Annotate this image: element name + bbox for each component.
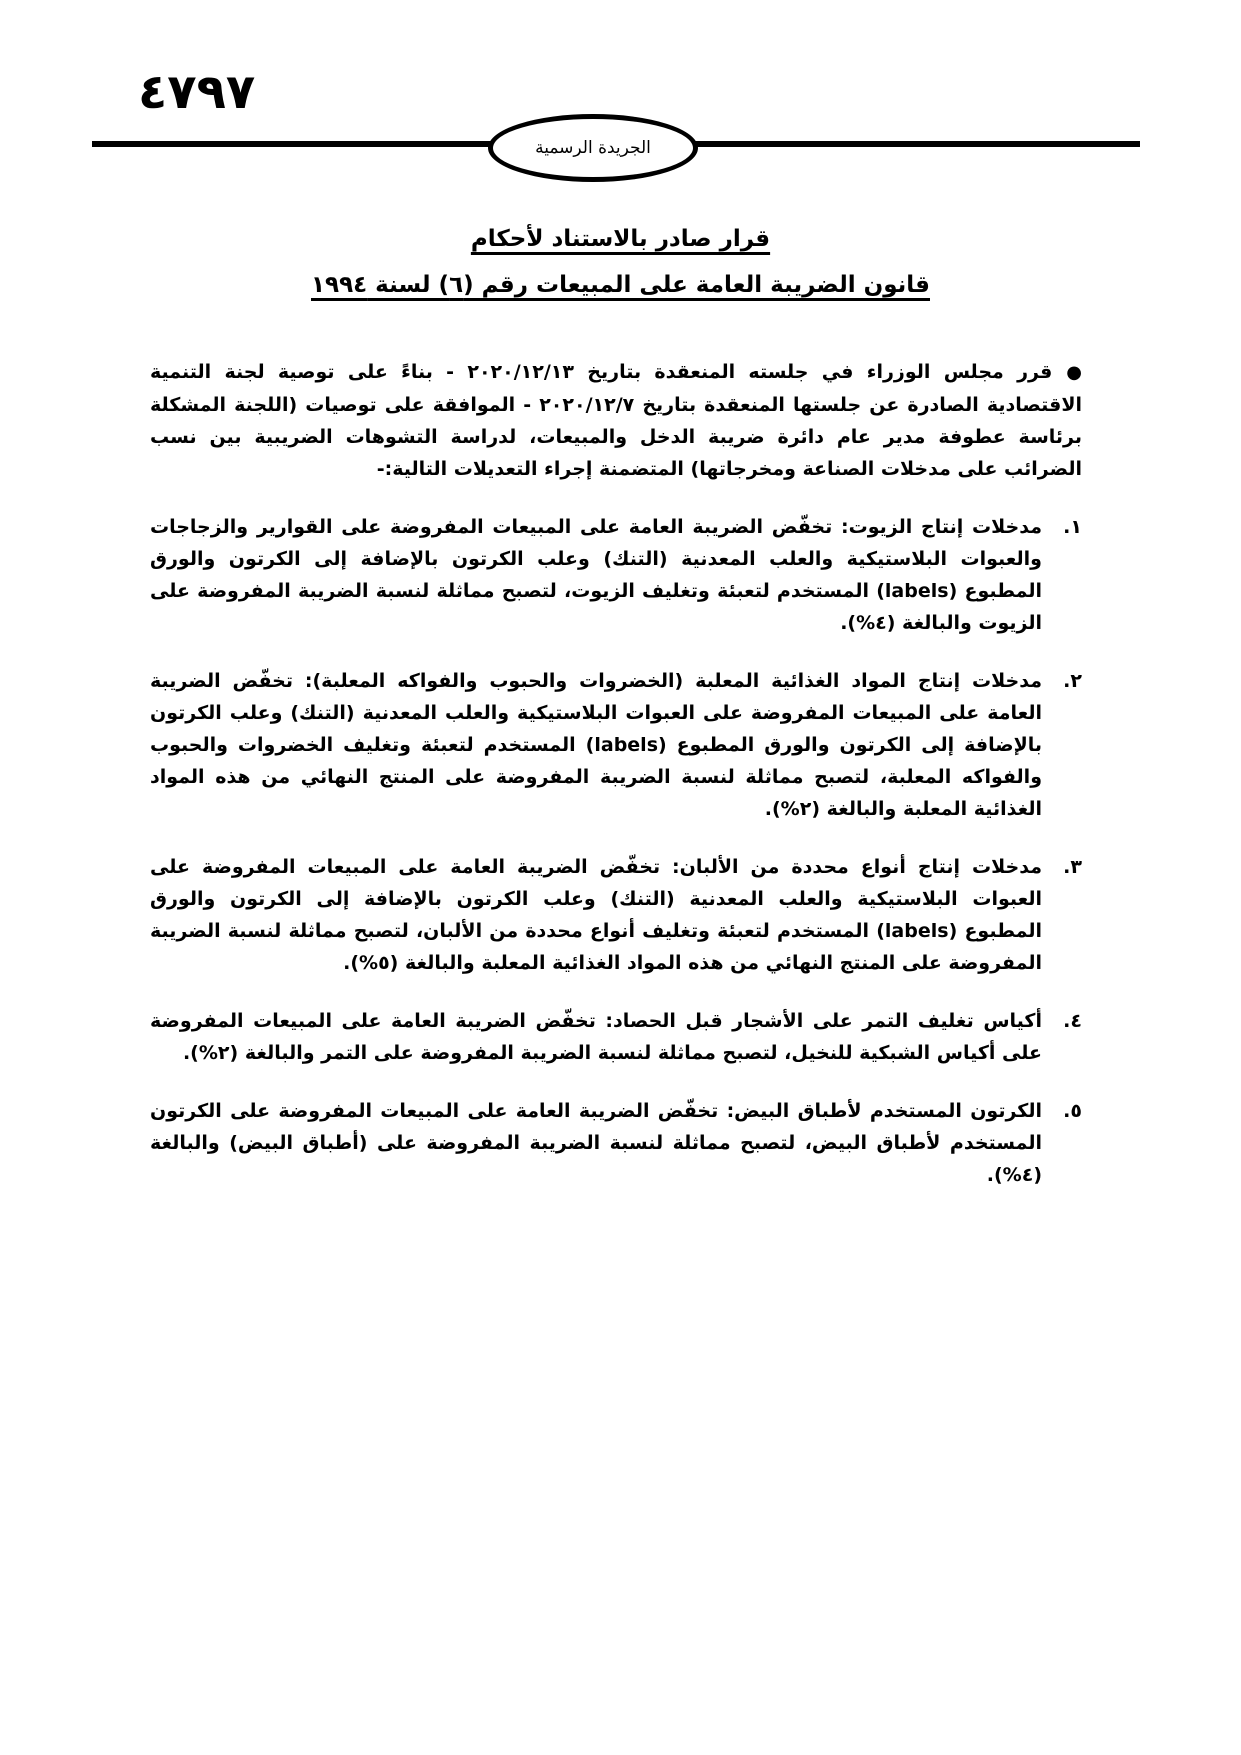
list-item	[150, 1095, 1082, 1191]
gazette-label: الجريدة الرسمية	[535, 138, 651, 158]
item-text: أكياس تغليف التمر على الأشجار قبل الحصاد: تخفّض الضريبة العامة على المبيعات المفروضة على أكياس الشبكية للنخيل، لتصبح مماثلة لنسبة الضريبة المفروضة على التمر والبالغة (٢%).	[150, 1010, 1042, 1064]
item-number: ١.	[1063, 516, 1082, 538]
list-item	[150, 665, 1082, 825]
item-number: ٤.	[1063, 1010, 1082, 1032]
page-number: ٤٧٩٧	[138, 64, 256, 120]
item-text: الكرتون المستخدم لأطباق البيض: تخفّض الضريبة العامة على المبيعات المفروضة على الكرتون المستخدم لأطباق البيض، لتصبح مماثلة لنسبة الضريبة المفروضة على (أطباق البيض) والبالغة (٤%).	[150, 1100, 1042, 1186]
intro-text: قرر مجلس الوزراء في جلسته المنعقدة بتاريخ ٢٠٢٠/١٢/١٣ - بناءً على توصية لجنة التنمية الاقتصادية الصادرة عن جلستها المنعقدة بتاريخ ٢٠٢٠/١٢/٧ - الموافقة على توصيات (اللجنة المشكلة برئاسة عطوفة مدير عام دائرة ضريبة الدخل والمبيعات، لدراسة التشوهات الضريبية بين نسب الضرائب على مدخلات الصناعة ومخرجاتها) المتضمنة إجراء التعديلات التالية:-	[150, 361, 1082, 480]
decision-title: قرار صادر بالاستناد لأحكام	[470, 226, 771, 252]
item-number: ٣.	[1063, 856, 1082, 878]
intro-paragraph	[150, 356, 1082, 485]
item-text: مدخلات إنتاج الزيوت: تخفّض الضريبة العامة على المبيعات المفروضة على القوارير والزجاجات والعبوات البلاستيكية والعلب المعدنية (التنك) وعلب الكرتون بالإضافة إلى الكرتون والورق المطبوع (labels) المستخدم لتعبئة وتغليف الزيوت، لتصبح مماثلة لنسبة الضريبة المفروضة على الزيوت والبالغة (٤%).	[150, 516, 1042, 634]
list-item	[150, 511, 1082, 639]
list-item	[150, 1005, 1082, 1069]
item-text: مدخلات إنتاج أنواع محددة من الألبان: تخفّض الضريبة العامة على المبيعات المفروضة على العبوات البلاستيكية والعلب المعدنية (التنك) وعلب الكرتون بالإضافة إلى الكرتون والورق المطبوع (labels) المستخدم لتعبئة وتغليف أنواع محددة من الألبان، لتصبح مماثلة لنسبة الضريبة المفروضة على المنتج النهائي من هذه المواد الغذائية المعلبة والبالغة (٥%).	[150, 856, 1042, 974]
gazette-oval-badge	[488, 114, 698, 182]
list-item	[150, 851, 1082, 979]
document-body	[150, 356, 1082, 1217]
law-title: قانون الضريبة العامة على المبيعات رقم (٦) لسنة ١٩٩٤	[311, 272, 930, 298]
item-text: مدخلات إنتاج المواد الغذائية المعلبة (الخضروات والحبوب والفواكه المعلبة): تخفّض الضريبة العامة على المبيعات المفروضة على العبوات البلاستيكية والعلب المعدنية (التنك) وعلب الكرتون بالإضافة إلى الكرتون والورق المطبوع (labels) المستخدم لتعبئة وتغليف الخضروات والحبوب والفواكه المعلبة، لتصبح مماثلة لنسبة الضريبة المفروضة على المنتج النهائي من هذه المواد الغذائية المعلبة والبالغة (٢%).	[150, 670, 1042, 820]
item-number: ٥.	[1063, 1100, 1082, 1122]
bullet-icon: ●	[1066, 362, 1082, 383]
item-number: ٢.	[1063, 670, 1082, 692]
